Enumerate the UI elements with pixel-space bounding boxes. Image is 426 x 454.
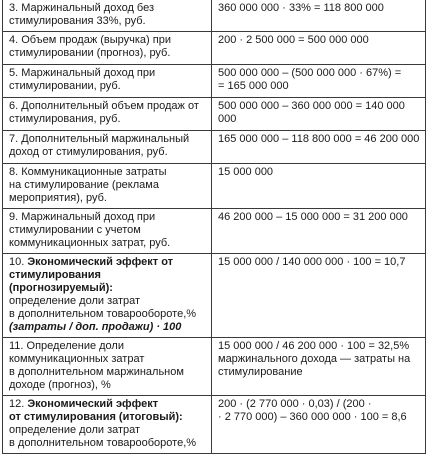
indicator-cell: 9. Маржинальный доход при стимулировании с учетом коммуникационных затрат, руб. xyxy=(3,209,212,254)
table-row xyxy=(3,65,426,98)
indicator-cell: 11. Определение доли коммуникационных затрат в дополнительном маржинальном доходе (прогноз), % xyxy=(3,338,212,396)
table-row xyxy=(3,164,426,209)
table-row xyxy=(3,131,426,164)
table-row xyxy=(3,396,426,454)
calculation-cell: 500 000 000 – 360 000 000 = 140 000 000 xyxy=(212,98,426,131)
calculation-cell: 15 000 000 xyxy=(212,164,426,209)
calculation-cell: 15 000 000 / 46 200 000 · 100 = 32,5% маржинального дохода — затраты на стимулирование xyxy=(212,338,426,396)
indicator-cell: 5. Маржинальный доход при стимулировании, руб. xyxy=(3,65,212,98)
indicator-cell: 8. Коммуникационные затраты на стимулирование (реклама мероприятия), руб. xyxy=(3,164,212,209)
indicator-heading: Экономический эффект от стимулирования (прогнозируемый): xyxy=(9,256,174,294)
indicator-number: 12. xyxy=(9,398,28,410)
table-row xyxy=(3,32,426,65)
indicator-heading: Экономический эффект от стимулирования (итоговый): xyxy=(9,398,183,423)
indicator-cell: 7. Дополнительный маржинальный доход от стимулирования, руб. xyxy=(3,131,212,164)
calculation-cell: 165 000 000 – 118 800 000 = 46 200 000 xyxy=(212,131,426,164)
indicator-description: определение доли затрат в дополнительном товарообороте,% xyxy=(9,295,197,320)
indicator-cell xyxy=(3,396,212,454)
calculation-cell: 46 200 000 – 15 000 000 = 31 200 000 xyxy=(212,209,426,254)
indicator-number: 10. xyxy=(9,256,28,268)
indicator-cell: 4. Объем продаж (выручка) при стимулировании (прогноз), руб. xyxy=(3,32,212,65)
calculation-cell: 500 000 000 – (500 000 000 · 67%) = = 165 000 000 xyxy=(212,65,426,98)
calculation-cell: 360 000 000 · 33% = 118 800 000 xyxy=(212,0,426,32)
calculation-cell: 15 000 000 / 140 000 000 · 100 = 10,7 xyxy=(212,254,426,338)
indicator-cell: 6. Дополнительный объем продаж от стимулирования, руб. xyxy=(3,98,212,131)
indicator-formula: (затраты / доп. продажи) · 100 xyxy=(9,321,182,333)
calculation-cell: 200 · 2 500 000 = 500 000 000 xyxy=(212,32,426,65)
table-row xyxy=(3,98,426,131)
table-row xyxy=(3,209,426,254)
indicator-cell xyxy=(3,254,212,338)
indicator-cell: 3. Маржинальный доход без стимулирования 33%, руб. xyxy=(3,0,212,32)
indicator-description: определение доли затрат в дополнительном товарообороте,% xyxy=(9,424,197,449)
calculation-table xyxy=(2,0,426,454)
calculation-cell: 200 · (2 770 000 · 0,03) / (200 · · 2 770 000) – 360 000 000 · 100 = 8,6 xyxy=(212,396,426,454)
table-row xyxy=(3,0,426,32)
table-row xyxy=(3,254,426,338)
table-row xyxy=(3,338,426,396)
